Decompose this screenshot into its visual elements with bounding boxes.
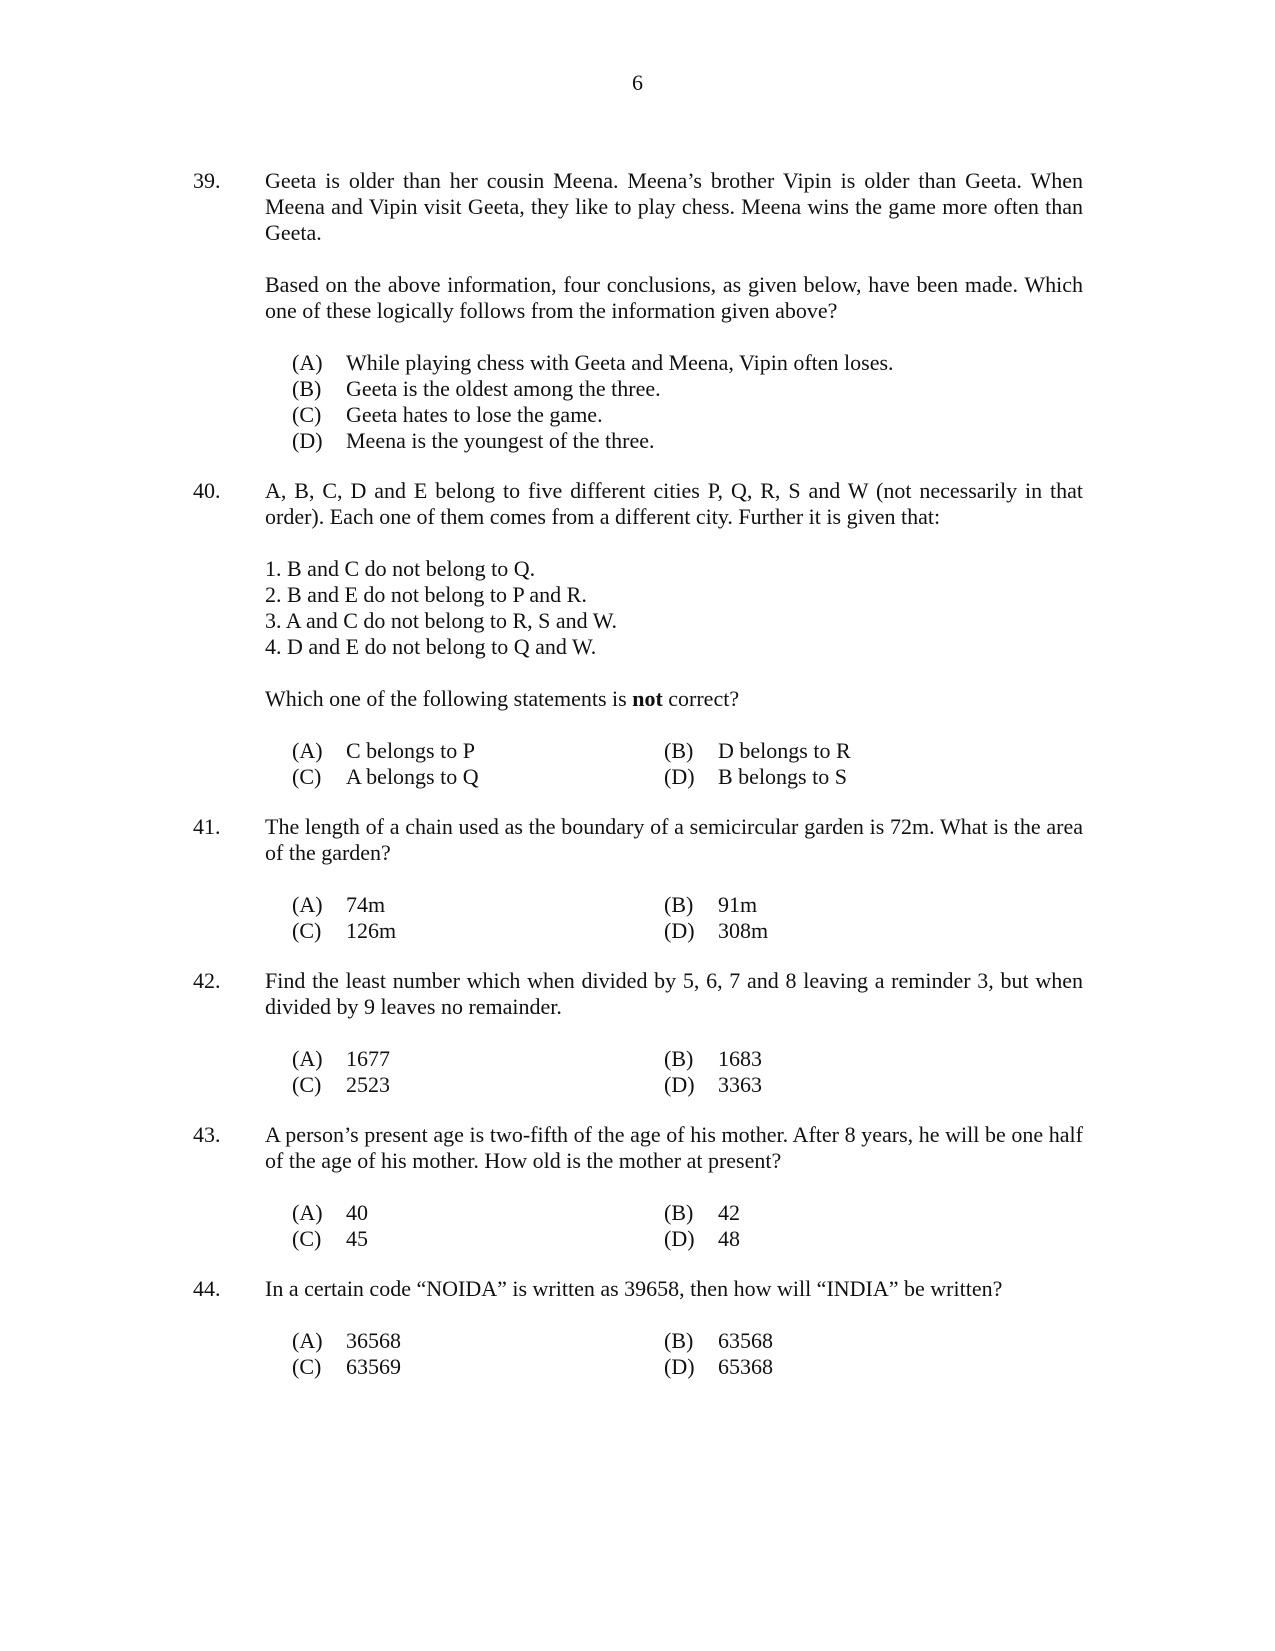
option-text: 91m (718, 892, 758, 917)
option-label: (D) (664, 1354, 695, 1379)
option-label: (C) (292, 1226, 322, 1251)
options-grid (292, 1046, 1083, 1098)
option-label: (C) (292, 402, 322, 427)
question-43 (193, 1122, 1083, 1252)
option-label: (C) (292, 1072, 322, 1097)
option-b (664, 1046, 964, 1072)
option-text: 40 (346, 1200, 368, 1225)
question-40 (193, 478, 1083, 790)
question-44 (193, 1276, 1083, 1380)
option-text: D belongs to R (718, 738, 851, 763)
question-text: The length of a chain used as the boundary of a semicircular garden is 72m. What is the area of the garden? (265, 814, 1083, 865)
question-text: A, B, C, D and E belong to five different cities P, Q, R, S and W (not necessarily in that order). Each one of them comes from a different city. Further it is given that: (265, 478, 1083, 529)
option-text: A belongs to Q (346, 764, 479, 789)
option-label: (A) (292, 1328, 323, 1353)
option-label: (B) (292, 376, 322, 401)
option-d (664, 1226, 964, 1252)
statement: 1. B and C do not belong to Q. (265, 556, 536, 581)
question-prompt: Based on the above information, four conclusions, as given below, have been made. Which one of these logically follows from the information given above? (265, 272, 1083, 323)
statement: 2. B and E do not belong to P and R. (265, 582, 587, 607)
page-number: 6 (632, 70, 643, 95)
option-label: (A) (292, 1200, 323, 1225)
option-label: (A) (292, 892, 323, 917)
option-c (292, 1072, 664, 1098)
option-c (292, 1226, 664, 1252)
option-text: 74m (346, 892, 386, 917)
option-label: (D) (664, 764, 695, 789)
question-text: Find the least number which when divided by 5, 6, 7 and 8 leaving a reminder 3, but when divided by 9 leaves no remainder. (265, 968, 1083, 1019)
option-label: (B) (664, 892, 694, 917)
option-label: (B) (664, 738, 694, 763)
option-d (664, 1354, 964, 1380)
option-b (664, 1328, 964, 1354)
option-label: (C) (292, 764, 322, 789)
option-label: (D) (292, 428, 323, 453)
option-b (664, 892, 964, 918)
statement: 3. A and C do not belong to R, S and W. (265, 608, 618, 633)
option-text: B belongs to S (718, 764, 847, 789)
option-text: Geeta is the oldest among the three. (346, 376, 661, 401)
question-number: 44. (193, 1276, 221, 1301)
option-label: (D) (664, 1226, 695, 1251)
option-label: (B) (664, 1200, 694, 1225)
prompt-text-end: correct? (662, 686, 740, 711)
question-41 (193, 814, 1083, 944)
option-a (292, 350, 1083, 376)
option-d (664, 918, 964, 944)
option-a (292, 1200, 664, 1226)
question-number: 39. (193, 168, 221, 193)
question-number: 42. (193, 968, 221, 993)
option-text: 1683 (718, 1046, 762, 1071)
option-c (292, 402, 1083, 428)
option-text: 45 (346, 1226, 368, 1251)
option-text: 63568 (718, 1328, 773, 1353)
question-text: Geeta is older than her cousin Meena. Meena’s brother Vipin is older than Geeta. When Meena and Vipin visit Geeta, they like to play chess. Meena wins the game more often than Geeta. (265, 168, 1083, 245)
option-b (664, 1200, 964, 1226)
options-list (292, 350, 1083, 454)
option-text: C belongs to P (346, 738, 475, 763)
question-number: 41. (193, 814, 221, 839)
question-number: 40. (193, 478, 221, 503)
option-a (292, 892, 664, 918)
question-42 (193, 968, 1083, 1098)
option-label: (C) (292, 1354, 322, 1379)
statement: 4. D and E do not belong to Q and W. (265, 634, 597, 659)
option-label: (A) (292, 738, 323, 763)
option-text: Meena is the youngest of the three. (346, 428, 655, 453)
option-b (292, 376, 1083, 402)
option-text: 308m (718, 918, 769, 943)
option-a (292, 738, 664, 764)
prompt-emphasis: not (632, 686, 663, 711)
option-label: (B) (664, 1046, 694, 1071)
option-c (292, 1354, 664, 1380)
options-grid (292, 1200, 1083, 1252)
option-d (664, 764, 964, 790)
option-a (292, 1328, 664, 1354)
option-text: Geeta hates to lose the game. (346, 402, 603, 427)
option-label: (A) (292, 350, 323, 375)
question-text: In a certain code “NOIDA” is written as 39658, then how will “INDIA” be written? (265, 1276, 1003, 1301)
question-39 (193, 168, 1083, 454)
options-grid (292, 892, 1083, 944)
option-d (664, 1072, 964, 1098)
statement-list (265, 556, 1083, 660)
question-number: 43. (193, 1122, 221, 1147)
option-label: (C) (292, 918, 322, 943)
option-text: 65368 (718, 1354, 773, 1379)
option-a (292, 1046, 664, 1072)
option-label: (B) (664, 1328, 694, 1353)
option-text: 48 (718, 1226, 740, 1251)
prompt-text: Which one of the following statements is (265, 686, 633, 711)
option-text: While playing chess with Geeta and Meena, Vipin often loses. (346, 350, 894, 375)
option-text: 3363 (718, 1072, 762, 1097)
option-text: 36568 (346, 1328, 401, 1353)
option-d (292, 428, 1083, 454)
question-list (193, 168, 1083, 1404)
option-text: 126m (346, 918, 397, 943)
option-c (292, 918, 664, 944)
option-label: (D) (664, 918, 695, 943)
options-grid (292, 1328, 1083, 1380)
question-prompt (265, 686, 1083, 712)
option-text: 1677 (346, 1046, 390, 1071)
option-label: (A) (292, 1046, 323, 1071)
option-text: 2523 (346, 1072, 390, 1097)
question-text: A person’s present age is two-fifth of the age of his mother. After 8 years, he will be one half of the age of his mother. How old is the mother at present? (265, 1122, 1083, 1173)
option-label: (D) (664, 1072, 695, 1097)
options-grid (292, 738, 1083, 790)
option-text: 63569 (346, 1354, 401, 1379)
option-c (292, 764, 664, 790)
option-b (664, 738, 964, 764)
option-text: 42 (718, 1200, 740, 1225)
